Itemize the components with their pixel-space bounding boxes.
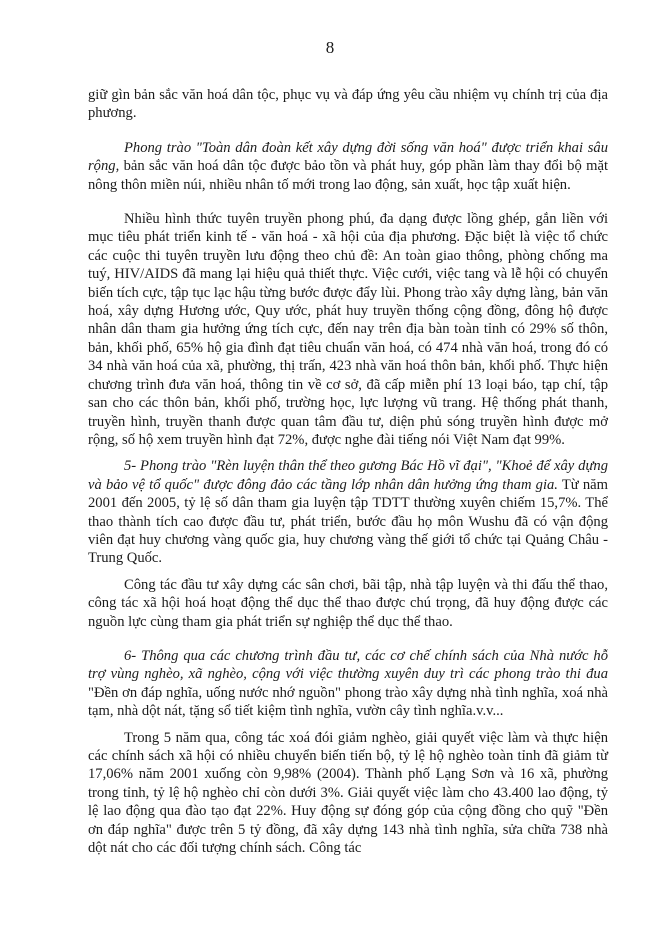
page-number: 8 <box>325 38 335 57</box>
paragraph-6 <box>88 647 608 721</box>
document-body <box>88 86 608 873</box>
paragraph-3-text: Nhiều hình thức tuyên truyền phong phú, đa dạng được lồng ghép, gắn liền với mục tiêu phát triển kinh tế - văn hoá - xã hội của địa phương. Đặc biệt là việc tổ chức các cuộc thi tuyên truyền lưu động theo chủ đề: An toàn giao thông, phòng chống ma tuý, HIV/AIDS đã mang lại hiệu quả thiết thực. Việc cưới, việc tang và lễ hội có chuyển biến tích cực, tập tục lạc hậu từng bước được đẩy lùi. Phong trào xây dựng làng, bản văn hoá, xây dựng Hương ước, Quy ước, phát huy truyền thống cộng đồng, đông hộ được nhân dân tham gia hưởng ứng tích cực, đến nay trên địa bàn toàn tỉnh có 29% số thôn, bản, khối phố, 65% hộ gia đình đạt tiêu chuẩn văn hoá, có 474 nhà văn hoá, trong đó có 34 nhà văn hoá của xã, phường, thị trấn, 423 nhà văn hoá thôn bản, khối phố. Thực hiện chương trình đưa văn hoá, thông tin về cơ sở, đã cấp miễn phí 13 loại báo, tạp chí, tập san cho các thôn bản, khối phố, trường học, lực lượng vũ trang. Hệ thống phát thanh, truyền hình, truyền thanh được quan tâm đầu tư, diện phủ sóng truyền hình được mở rộng, số hộ xem truyền hình đạt 72%, được nghe đài tiếng nói Việt Nam đạt 99%. <box>88 211 608 448</box>
paragraph-1-text: giữ gìn bản sắc văn hoá dân tộc, phục vụ và đáp ứng yêu cầu nhiệm vụ chính trị của địa phương. <box>88 87 608 122</box>
paragraph-3 <box>88 210 608 449</box>
paragraph-1 <box>88 86 608 123</box>
paragraph-4-text: Từ năm 2001 đến 2005, tỷ lệ số dân tham gia luyện tập TDTT thường xuyên chiếm 15,7%. Thể thao thành tích cao được đầu tư, phát triển, bước đầu họ môn Wushu đã có vận động viên đạt huy chương vàng quốc gia, huy chương vàng thế giới tổ chức tại Quảng Châu - Trung Quốc. <box>88 476 608 567</box>
paragraph-6-italic: 6- Thông qua các chương trình đầu tư, các cơ chế chính sách của Nhà nước hỗ trợ vùng nghèo, xã nghèo, cộng với việc thường xuyên duy trì các phong trào thi đua <box>88 647 608 683</box>
paragraph-7 <box>88 729 608 858</box>
paragraph-4-italic: 5- Phong trào "Rèn luyện thân thể theo gương Bác Hồ vĩ đại", "Khoẻ để xây dựng và bảo vệ tổ quốc" được đông đảo các tầng lớp nhân dân hưởng ứng tham gia. <box>88 458 608 493</box>
paragraph-2-italic: Phong trào "Toàn dân đoàn kết xây dựng đời sống văn hoá" được triển khai sâu rộng, <box>88 139 608 175</box>
paragraph-6-text: "Đền ơn đáp nghĩa, uống nước nhớ nguồn" phong trào xây dựng nhà tình nghĩa, xoá nhà tạm, nhà dột nát, tặng sổ tiết kiệm tình nghĩa, vườn cây tình nghĩa.v.v... <box>88 684 608 720</box>
paragraph-5 <box>88 576 608 631</box>
paragraph-2-text: bản sắc văn hoá dân tộc được bảo tồn và phát huy, góp phần làm thay đổi bộ mặt nông thôn miền núi, nhiều nhân tố mới trong lao động, sản xuất, học tập xuất hiện. <box>88 158 608 193</box>
paragraph-2 <box>88 139 608 194</box>
paragraph-7-text: Trong 5 năm qua, công tác xoá đói giảm nghèo, giải quyết việc làm và thực hiện các chính sách xã hội có nhiều chuyển biến tiến bộ, tỷ lệ hộ nghèo toàn tỉnh đã giảm từ 17,06% năm 2001 xuống còn 9,98% (2004). Thành phố Lạng Sơn và 16 xã, phường trong tỉnh, tỷ lệ hộ nghèo chỉ còn dưới 3%. Giải quyết việc làm cho 43.400 lao động, tỷ lệ lao động qua đào tạo đạt 22%. Huy động sự đóng góp của cộng đồng cho quỹ "Đền ơn đáp nghĩa" được trên 5 tỷ đồng, đã xây dựng 143 nhà tình nghĩa, sửa chữa 738 nhà dột nát cho các đối tượng chính sách. Công tác <box>88 729 608 857</box>
paragraph-5-text: Công tác đầu tư xây dựng các sân chơi, bãi tập, nhà tập luyện và thi đấu thể thao, công tác xã hội hoá hoạt động thể dục thể thao được chú trọng, đã huy động được các nguồn lực cùng tham gia phát triển sự nghiệp thể dục thể thao. <box>88 576 608 630</box>
paragraph-4 <box>88 457 608 567</box>
